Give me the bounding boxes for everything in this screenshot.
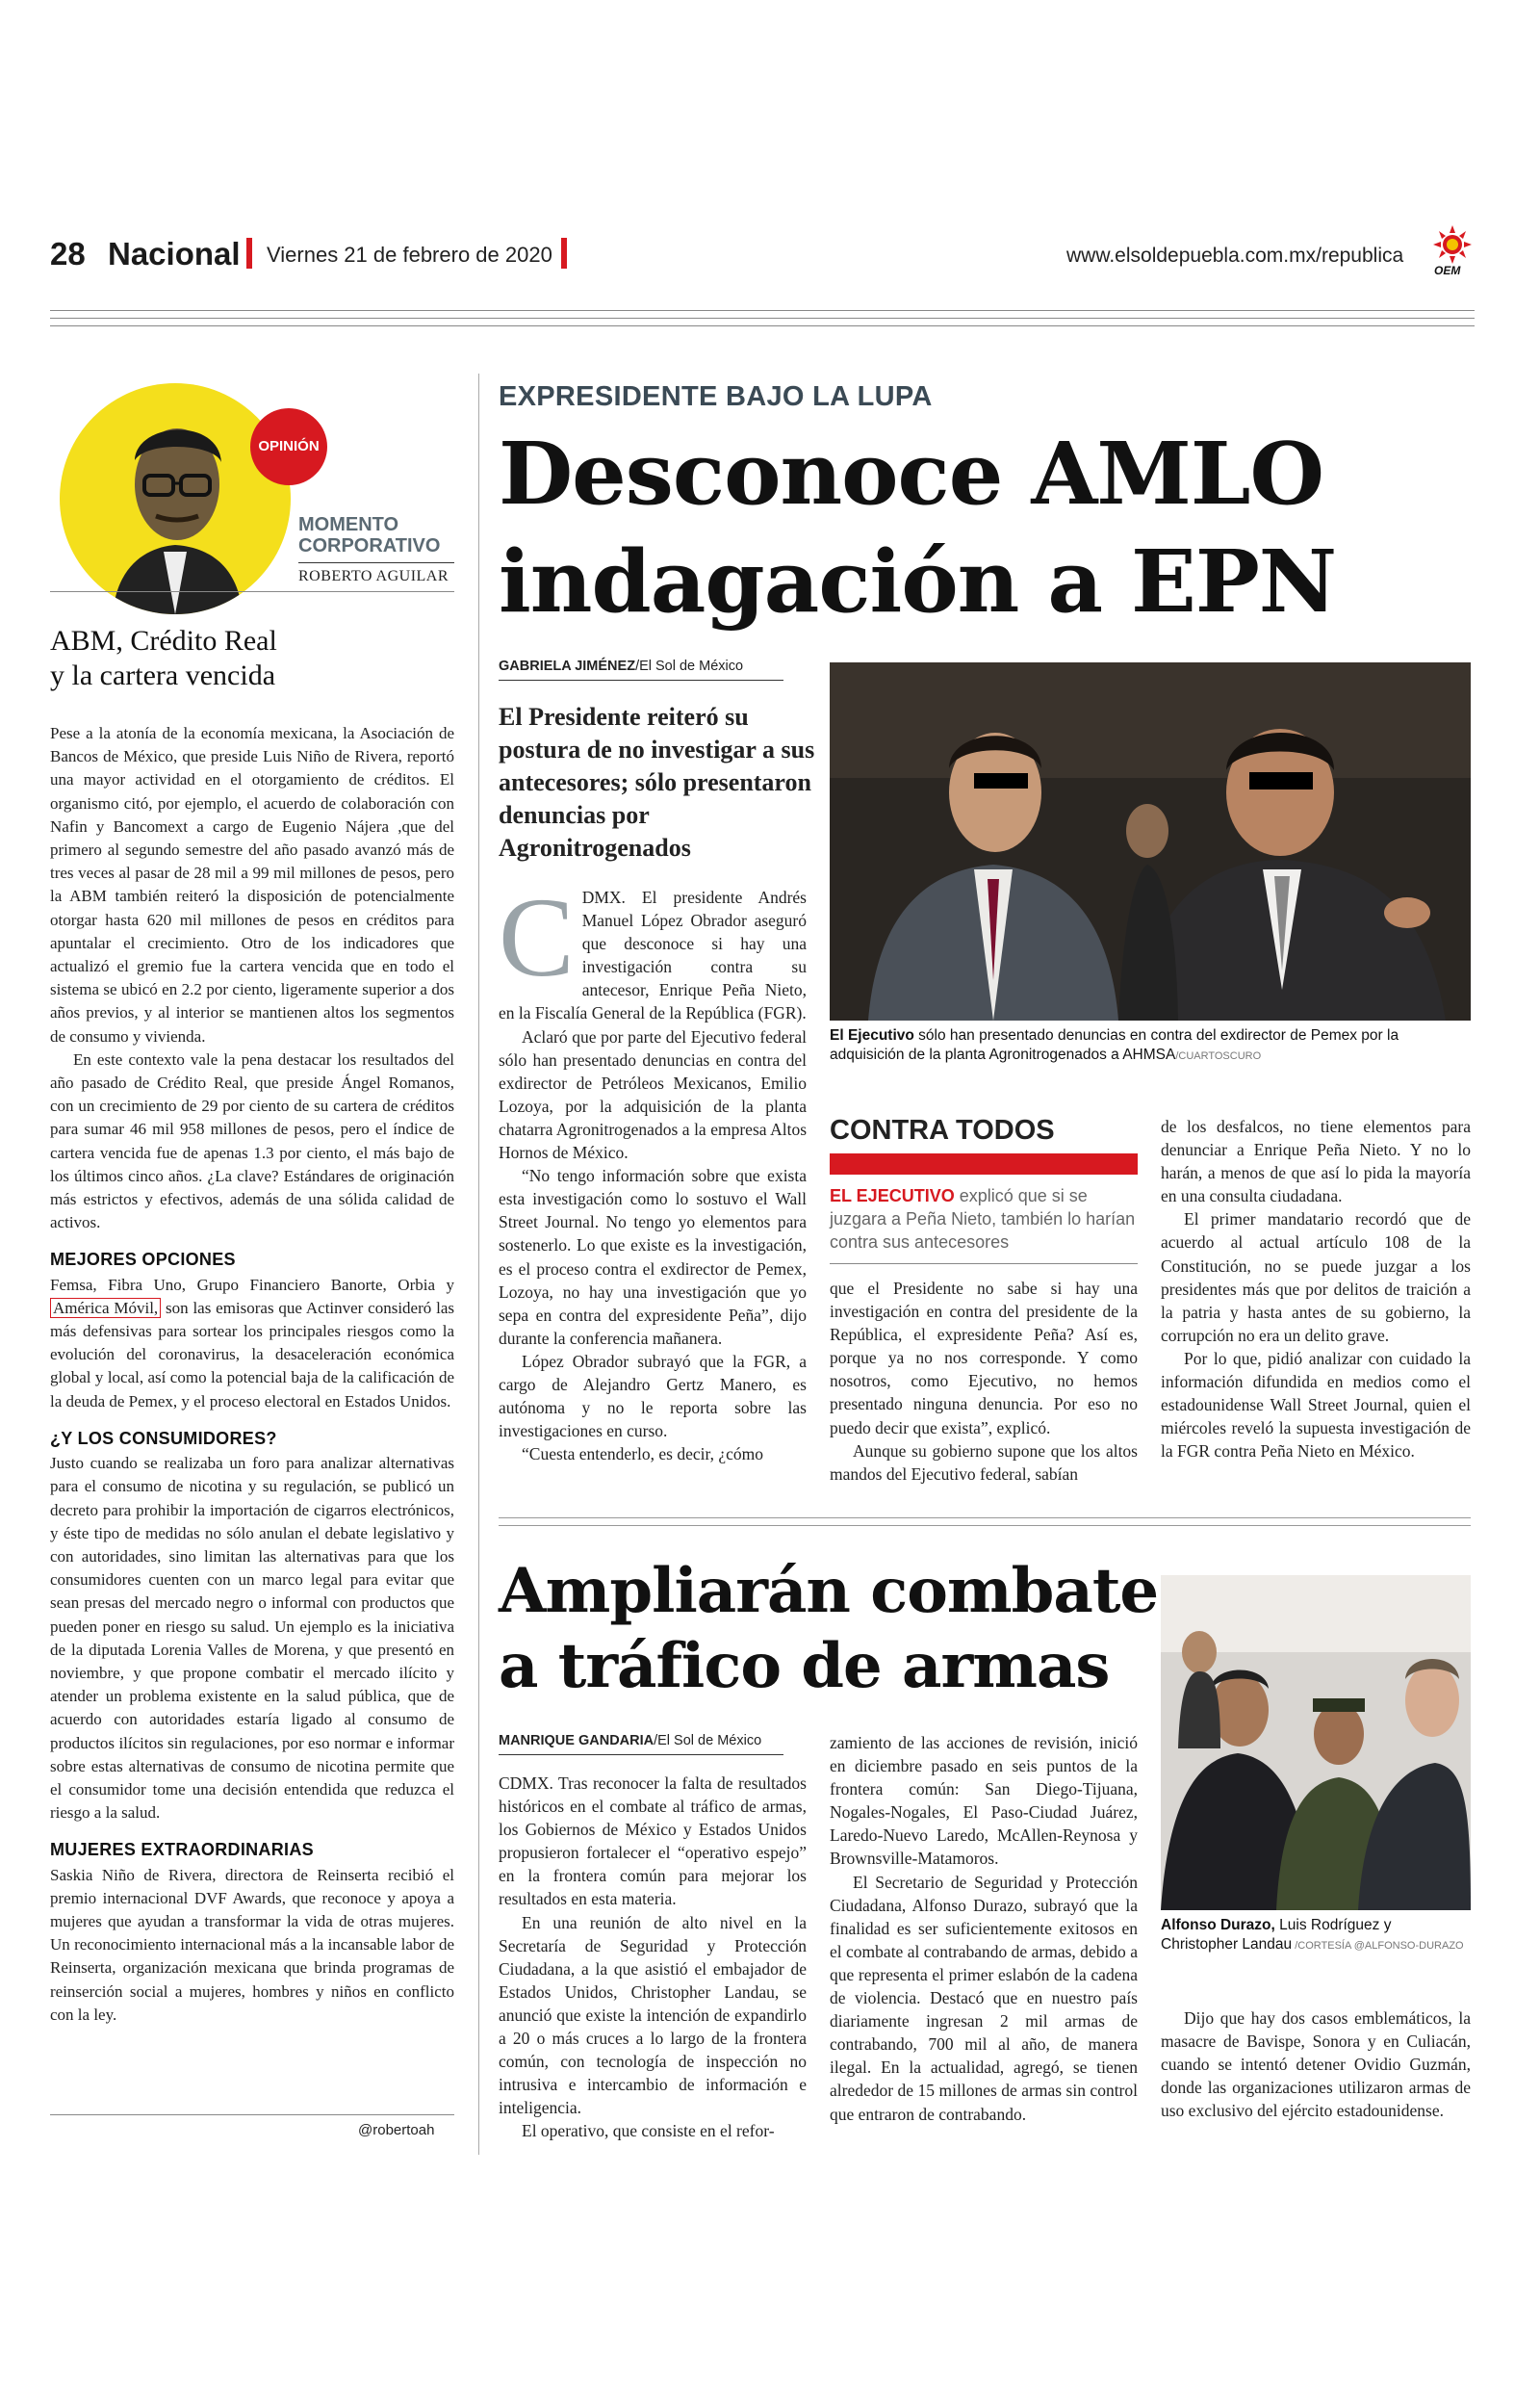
column-separator [478,374,479,2155]
article-paragraph: DMX. El presidente Andrés Manuel López Obrador aseguró que desconoce si hay una investigación contra su antecesor, Enrique Peña Nieto, en la Fiscalía General de la República (FGR). [499,888,807,1023]
article-photo [830,662,1471,1021]
opinion-paragraph: Femsa, Fibra Uno, Grupo Financiero Banorte, Orbia y América Móvil, son las emisoras que Actinver consideró las más defensivas para sortear los principales riesgos como la evolución del coronavirus, la desaceleración económica global y local, así como la potencial baja de la calificación de la deuda de Pemex, y el proceso electoral en Estados Unidos. [50,1275,454,1410]
section-url[interactable]: www.elsoldepuebla.com.mx/republica [1066,245,1404,267]
header-divider [561,238,567,269]
article-paragraph: Dijo que hay dos casos emblemáticos, la masacre de Bavispe, Sonora y en Culiacán, cuando se intentó detener Ovidio Guzmán, donde las organizaciones utilizaron armas de uso exclusivo del ejército estadounidense. [1161,2008,1471,2121]
section-title: Nacional [108,236,241,272]
photo-caption: El Ejecutivo sólo han presentado denuncias en contra del exdirector de Pemex por la adquisición de la planta Agronitrogenados a AHMSA/CUARTOSCURO [830,1027,1399,1063]
article2-column-1 [499,1772,807,2143]
author-portrait [60,383,291,614]
article-headline: Desconoce AMLO indagación a EPN [499,423,1337,632]
article-paragraph: Por lo que, pidió analizar con cuidado la información difundida en medios como el estadounidense Wall Street Journal, quien el miércoles reveló la supuesta investigación de la FGR contra Peña Nieto en México. [1161,1348,1471,1462]
opinion-column [50,374,454,2155]
article-paragraph: zamiento de las acciones de revisión, inició en diciembre pasado en seis puntos de la frontera común: San Diego-Tijuana, Nogales-Nogales, El Paso-Ciudad Juárez, Laredo-Nuevo Laredo, McAllen-Reynosa y Brownsville-Matamoros. [830,1733,1138,1869]
author-handle[interactable]: @robertoah [358,2122,435,2138]
column-divider [298,562,454,563]
sidebar-bar [830,1153,1138,1175]
header-rule [50,318,1475,319]
article-paragraph: El operativo, que consiste en el refor- [522,2121,775,2141]
header-rule [50,325,1475,326]
article-deck: El Presidente reiteró su postura de no investigar a sus antecesores; sólo presentaron denuncias por Agronitrogenados [499,703,815,862]
issue-date: Viernes 21 de febrero de 2020 [267,243,552,267]
article-paragraph: Aunque su gobierno supone que los altos mandos del Ejecutivo federal, sabían [830,1440,1138,1484]
article-paragraph: que el Presidente no sabe si hay una investigación en contra del presidente de la República, el expresidente Peña? Así es, porque ya no nos corresponde. Y como nosotros, como Ejecutivo, no hemos presentado ninguna denuncia. Por eso no puedo decir que exista”, explicó. [830,1279,1138,1437]
article-paragraph: López Obrador subrayó que la FGR, a cargo de Alejandro Gertz Manero, es autónoma y no le reporta sobre las investigaciones en curso. [499,1351,807,1441]
article-paragraph: En una reunión de alto nivel en la Secretaría de Seguridad y Protección Ciudadana, a la que asistió el embajador de Estados Unidos, Christopher Landau, se anunció que existe la intención de expandirlo a 20 o más cruces a lo largo de la frontera común, con tecnología de inspección no intrusiva e intercambio de información e inteligencia. [499,1912,807,2118]
article-paragraph: CDMX. Tras reconocer la falta de resultados históricos en el combate al tráfico de armas, los Gobiernos de México y Estados Unidos propusieron fortalecer el “operativo espejo” en la frontera común para mejorar los resultados en esta materia. [499,1773,807,1909]
opinion-paragraph: Saskia Niño de Rivera, directora de Reinserta recibió el premio internacional DVF Awards, que reconoce y apoya a mujeres que ayudan a transformar la vida de otras mujeres. Un reconocimiento internacional más a la incansable labor de Reinserta, organización mexicana que brinda programas de reinserción social a mujeres, hombres y niños en conflicto con la ley. [50,1865,454,2024]
article2-column-3 [1161,2006,1471,2122]
column-name: MOMENTO CORPORATIVO [298,514,441,556]
opinion-subhead: MUJERES EXTRAORDINARIAS [50,1840,314,1860]
article-headline: Ampliarán combate a tráfico de armas [499,1555,1159,1702]
header-divider [246,238,252,269]
header-rule [50,310,1475,311]
opinion-paragraph: Pese a la atonía de la economía mexicana, la Asociación de Bancos de México, que preside Luis Niño de Rivera, reportó una mayor actividad en el otorgamiento de créditos. El organismo citó, por ejemplo, el acuerdo de colaboración con Nafin y Bancomext a cargo de Eugenio Nájera ,que del primero al segundo semestre del año pasado avanzó más de tres veces al pasar de 28 mil a 99 mil millones de pesos, pero la ABM también reiteró la disposición de potencialmente otorgar hasta 620 mil millones de pesos en créditos para apuntalar el crecimiento. Otro de los indicadores que actualizó el gremio fue la cartera vencida que en todo el sistema se ubicó en 2.2 por ciento, ligeramente superior a dos años previos, y al interior se mantienen altos los segmentos de consumo y vivienda. [50,724,454,1046]
sidebar-title: CONTRA TODOS [830,1115,1055,1146]
article-column-3 [830,1277,1138,1486]
article-paragraph: “No tengo información sobre que exista esta investigación como lo sostuvo el Wall Street Journal. No tengo yo elementos para sostenerlo. Lo que existe es la investigación, es el proceso contra el exdirector de Pemex, Lozoya, no hay una investigación que yo sepa en contra del expresidente Peña”, dijo durante la conferencia mañanera. [499,1166,807,1348]
photo-two-men [830,662,1471,1021]
article2-photo [1161,1575,1471,1910]
photo-officials-meeting [1161,1575,1471,1910]
opinion-paragraph: Justo cuando se realizaba un foro para analizar alternativas para el consumo de nicotina y su regulación, se publicó un decreto para prohibir la importación de cigarros electrónicos, y éste tipo de medidas no sólo anulan el debate legislativo y con autoridades, sino limitan las alternativas para que los consumidores cuenten con un marco legal para evitar que sean presas del mercado negro o informal con productos que pueden poner en riesgo su salud. Un ejemplo es la iniciativa de la diputada Lorenia Valles de Morena, y que presentó en noviembre, y que propone combatir el mercado ilícito y atender un problema existente en la salud pública, que de acuerdo con autoridades estaría ligado al consumo de productos ilícitos sin regulaciones, por eso normar e informar sobre estas alternativas de consumo de nicotina permite que el consumidor tome una decisión entendida que reduzca el riesgo a la salud. [50,1454,454,1823]
page-number: 28 [50,236,86,272]
article-byline: MANRIQUE GANDARIA/El Sol de México [499,1733,762,1748]
article-paragraph: El Secretario de Seguridad y Protección Ciudadana, Alfonso Durazo, subrayó que la finalidad es ser suficientemente exitosos en el combate al contrabando de armas, debido a que representa el primer eslabón de la cadena de violencia. Destacó que en nuestro país diariamente ingresan 2 mil armas de contrabando, 700 mil al año, de manera ilegal. En la actualidad, agregó, se tienen alrededor de 15 millones de armas sin control que entraron de contrabando. [830,1872,1138,2124]
byline-rule [499,1754,783,1755]
article-column-1 [499,874,807,1465]
article-separator [499,1517,1471,1518]
highlighted-company: América Móvil, [50,1298,161,1318]
article-paragraph: de los desfalcos, no tiene elementos para denunciar a Enrique Peña Nieto. Y no lo harán, a menos de que así lo pida la mayoría en una consulta ciudadana. [1161,1117,1471,1206]
opinion-body [50,722,454,2027]
byline-rule [499,680,783,681]
opinion-subhead: MEJORES OPCIONES [50,1250,236,1270]
oem-logo [1430,225,1475,279]
drop-cap: C [499,874,575,1000]
oem-logo-text: OEM [1434,264,1461,277]
opinion-subhead: ¿Y LOS CONSUMIDORES? [50,1428,277,1448]
article-byline: GABRIELA JIMÉNEZ/El Sol de México [499,659,744,674]
column-divider [50,591,454,592]
column-divider [50,2114,454,2115]
article-paragraph: El primer mandatario recordó que de acuerdo al actual artículo 108 de la Constitución, no se puede juzgar a los presidentes más que por delitos de traición a la patria y hasta antes de su gobierno, la corrupción no era un delito grave. [1161,1209,1471,1345]
photo-caption: Alfonso Durazo, Luis Rodríguez y Christopher Landau /CORTESÍA @ALFONSO-DURAZO [1161,1917,1464,1953]
article-separator [499,1525,1471,1526]
opinion-title: ABM, Crédito Real y la cartera vencida [50,625,277,691]
article-column-4 [1161,1115,1471,1462]
sidebar-rule [830,1263,1138,1264]
sidebar-text: EL EJECUTIVO explicó que si se juzgara a Peña Nieto, también lo harían contra sus antecesores [830,1186,1136,1252]
author-photo [60,383,291,614]
opinion-badge: OPINIÓN [250,408,327,485]
article-kicker: EXPRESIDENTE BAJO LA LUPA [499,381,933,412]
article-paragraph: Aclaró que por parte del Ejecutivo federal sólo han presentado denuncias en contra del exdirector de Petróleos Mexicanos, Emilio Lozoya, por la adquisición de la planta chatarra Agronitrogenados a la empresa Altos Hornos de México. [499,1026,807,1163]
column-author: ROBERTO AGUILAR [298,568,449,584]
article-paragraph: “Cuesta entenderlo, es decir, ¿cómo [522,1444,763,1464]
article2-column-2 [830,1731,1138,2126]
opinion-paragraph: En este contexto vale la pena destacar los resultados del año pasado de Crédito Real, que preside Ángel Romanos, con un crecimiento de 29 por ciento de su cartera de créditos para sumar 46 mil 958 millones de pesos, pero el índice de cartera vencida fue de apenas 1.3 por ciento, el más bajo de los últimos cinco años. ¿La clave? Estándares de originación más estrictos y efectivos, además de una sólida calidad de activos. [50,1049,454,1232]
